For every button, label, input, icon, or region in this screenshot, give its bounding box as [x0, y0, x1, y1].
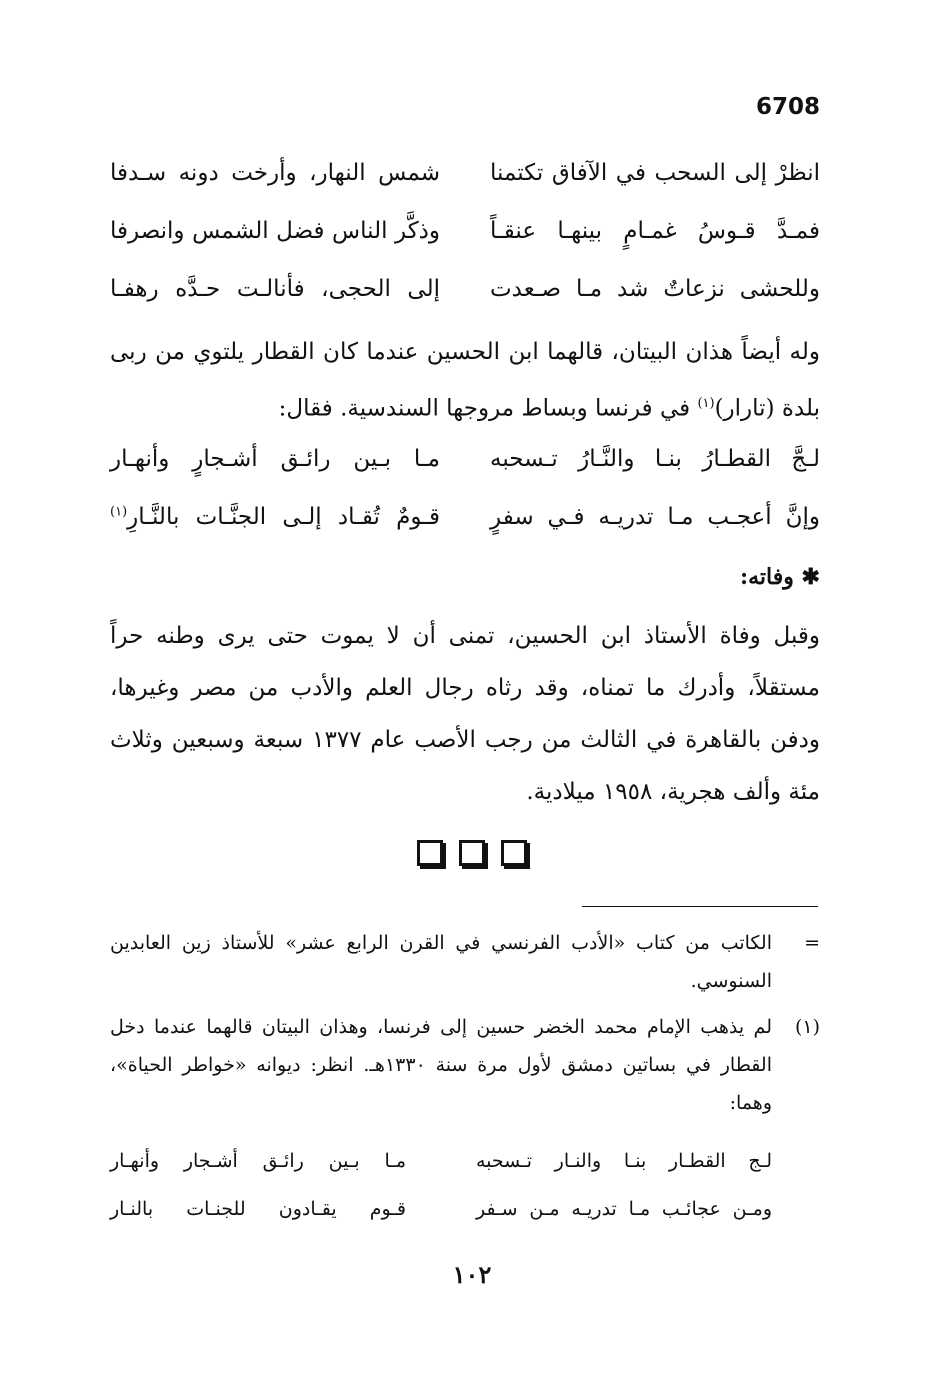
footnote-text: الكاتب من كتاب «الأدب الفرنسي في القرن الرابع عشر» للأستاذ زين العابدين السنوسي.: [110, 932, 772, 992]
intro-paragraph: [110, 326, 820, 435]
square-ornament-icon: [501, 840, 527, 866]
verse-hemistich-second: مـا بـين رائـق أشـجار وأنهـار: [110, 1150, 406, 1172]
page-id: 6708: [755, 94, 820, 120]
verse-hemistich-first: فمـدَّ قـوسُ غمـامٍ بينهـا عنقـاً: [490, 218, 820, 244]
footnote-mark: =: [804, 932, 820, 954]
verse-hemistich-second: إلى الحجى، فأنالـت حـدَّه رهفـا: [110, 276, 440, 302]
death-paragraph: [110, 610, 820, 818]
page-number: ١٠٢: [452, 1260, 492, 1289]
section-divider: [0, 840, 944, 866]
verse-hemistich-second: مـا بـين رائـق أشـجارٍ وأنهـار: [110, 446, 440, 472]
verse-text: قـومٌ تُقـاد إلـى الجنَّـات بالنَّـارِ: [127, 504, 440, 530]
verse-line: [110, 218, 820, 262]
square-ornament-icon: [459, 840, 485, 866]
verse-hemistich-first: لـجَّ القطـارُ بنـا والنَّـارُ تـسحبه: [490, 446, 820, 472]
verse-hemistich-second: وذكَّر الناس فضل الشمس وانصرفا: [110, 218, 440, 244]
footnote-mark: (١): [794, 1016, 820, 1038]
section-heading: ✱ وفاته:: [740, 564, 820, 590]
footnote: [110, 924, 820, 1000]
verse-line: [110, 160, 820, 204]
verse-hemistich-first: وإنَّ أعجـب مـا تدريـه فـي سفرٍ: [490, 504, 820, 530]
verse-line: [110, 446, 820, 490]
verse-hemistich-second: شمس النهار، وأرخت دونه سـدفا: [110, 160, 440, 186]
paragraph-text-end: في فرنسا وبساط مروجها السندسية. فقال:: [278, 395, 698, 422]
verse-hemistich-first: لـج القطـار بنـا والنـار تـسحبه: [476, 1150, 772, 1172]
footnote-verse-line: [110, 1150, 772, 1190]
paragraph-text: وله أيضاً هذان البيتان، قالهما ابن الحسين عندما كان القطار يلتوي من ربى بلدة (تارار): [110, 339, 820, 422]
footnote-ref: (١): [110, 504, 128, 520]
footnote-text: لم يذهب الإمام محمد الخضر حسين إلى فرنسا، وهذان البيتان قالهما عندما دخل القطار في بساتين دمشق لأول مرة سنة ١٣٣٠هـ. انظر: ديوانه «خواطر الحياة»، وهما:: [110, 1016, 772, 1114]
verse-hemistich-second: قـوم يقـادون للجنـات بالنـار: [110, 1198, 406, 1220]
verse-hemistich-second: [110, 504, 440, 530]
footnote-verse-line: [110, 1198, 772, 1238]
verse-line: [110, 504, 820, 548]
verse-hemistich-first: ومـن عجائـب مـا تدريـه مـن سـفر: [476, 1198, 772, 1220]
footnote-ref: (١): [697, 396, 715, 411]
verse-line: [110, 276, 820, 320]
paragraph-text: وقبل وفاة الأستاذ ابن الحسين، تمنى أن لا يموت حتى يرى وطنه حراً مستقلاً، وأدرك ما تمناه، وقد رثاه رجال العلم والأدب من مصر وغيرها، ودفن بالقاهرة في الثالث من رجب الأصب عام ١٣٧٧ سبعة وسبعين وثلاث مئة وألف هجرية، ١٩٥٨ ميلادية.: [110, 623, 820, 805]
verse-hemistich-first: وللحشى نزعاتٌ شد مـا صـعدت: [490, 276, 820, 302]
square-ornament-icon: [417, 840, 443, 866]
verse-hemistich-first: انظرْ إلى السحب في الآفاق تكتمنا: [490, 160, 820, 186]
footnote-rule: [582, 906, 818, 907]
footnote: [110, 1008, 820, 1122]
